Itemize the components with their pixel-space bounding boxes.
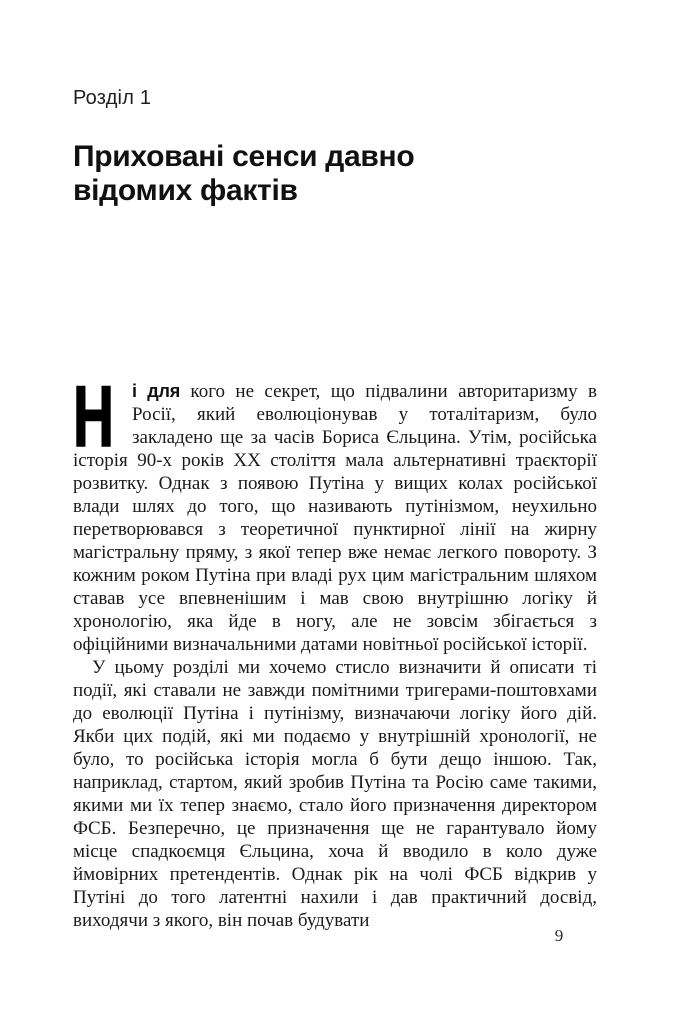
chapter-title: Приховані сенси давно відомих фактів xyxy=(73,140,415,207)
body-text xyxy=(73,369,597,932)
page-number: 9 xyxy=(554,926,564,945)
text-column xyxy=(73,0,597,932)
chapter-kicker: Розділ 1 xyxy=(73,87,152,109)
lead-bold-text: і для xyxy=(132,381,181,401)
dropcap-letter: Н xyxy=(73,369,114,465)
paragraph-1-text: кого не секрет, що підвалини авторитаризму в Росії, який еволюціонував у тоталітаризм, було закладено ще за часів Бориса Єльцина. Утім, російська історія 90-х років XX століття мала альтернативні траєкторії розвитку. Однак з появою Путіна у вищих колах російської влади шлях до того, що називають путінізмом, неухильно перетворювався з теоретичної пунктирної лінії на жирну магістральну пряму, з якої тепер вже немає легкого повороту. З кожним роком Путіна при владі рух цим магістральним шляхом ставав усе впевненішим і мав свою внутрішню логіку й хронологію, яка йде в ногу, але не зовсім збігається з офіційними визначальними датами новітньої російської історії. xyxy=(73,381,597,655)
paragraph-2: У цьому розділі ми хочемо стисло визначити й описати ті події, які ставали не завжди помітними тригерами-поштовхами до еволюції Путіна і путінізму, визначаючи логіку його дій. Якби цих подій, які ми подаємо у внутрішній хронології, не було, то російська історія могла б бути дещо іншою. Так, наприклад, стартом, який зробив Путіна та Росію саме такими, якими ми їх тепер знаємо, стало його призначення директором ФСБ. Безперечно, це призначення ще не гарантувало йому місце спадкоємця Єльцина, хоча й вводило в коло дуже ймовірних претендентів. Однак рік на чолі ФСБ відкрив у Путіні до того латентні нахили і дав практичний досвід, виходячи з якого, він почав будувати xyxy=(73,657,597,931)
paragraph-1 xyxy=(73,369,597,656)
